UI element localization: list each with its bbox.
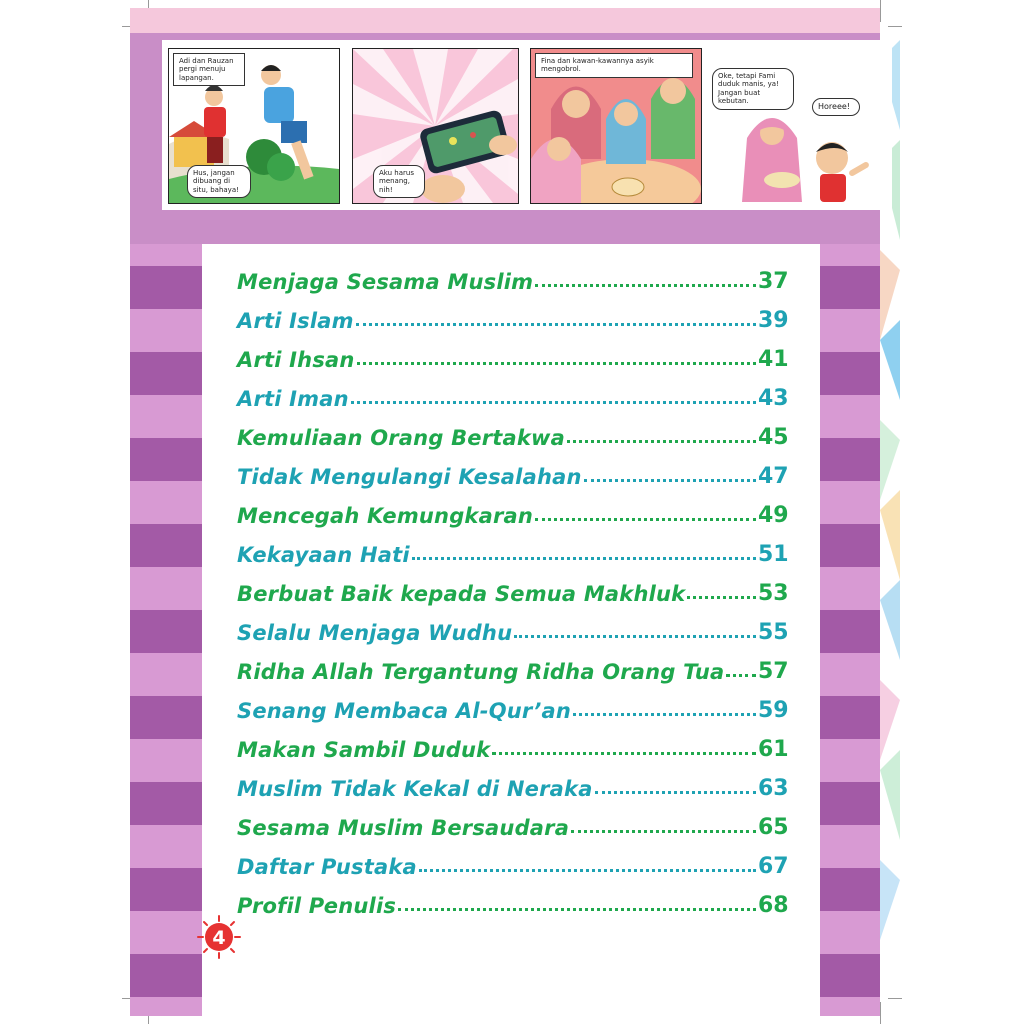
toc-entry-title: Sesama Muslim Bersaudara <box>237 816 570 840</box>
toc-entry-page: 45 <box>758 425 789 450</box>
speech-bubble: Horeee! <box>812 98 860 116</box>
toc-entry <box>237 299 792 333</box>
comic-strip <box>162 40 892 210</box>
toc-entry <box>237 377 792 411</box>
toc-dot-leader <box>351 401 756 404</box>
toc-entry <box>237 611 792 645</box>
toc-entry-page: 55 <box>758 620 789 645</box>
page-number-badge <box>197 915 241 959</box>
toc-entry <box>237 338 792 372</box>
toc-entry-page: 63 <box>758 776 789 801</box>
toc-entry <box>237 416 792 450</box>
toc-entry-page: 51 <box>758 542 789 567</box>
toc-entry-title: Arti Islam <box>237 309 354 333</box>
toc-entry-page: 47 <box>758 464 789 489</box>
toc-entry-title: Senang Membaca Al-Qur’an <box>237 699 572 723</box>
toc-entry <box>237 806 792 840</box>
toc-entry-title: Berbuat Baik kepada Semua Makhluk <box>237 582 686 606</box>
toc-entry <box>237 494 792 528</box>
toc-entry <box>237 845 792 879</box>
toc-entry-page: 53 <box>758 581 789 606</box>
toc-entry <box>237 728 792 762</box>
toc-entry-page: 39 <box>758 308 789 333</box>
toc-dot-leader <box>514 635 756 638</box>
toc-entry-page: 59 <box>758 698 789 723</box>
toc-dot-leader <box>726 674 756 677</box>
toc-dot-leader <box>356 323 756 326</box>
toc-entry-title: Kemuliaan Orang Bertakwa <box>237 426 566 450</box>
toc-dot-leader <box>412 557 756 560</box>
toc-dot-leader <box>535 284 756 287</box>
toc-dot-leader <box>419 869 756 872</box>
toc-dot-leader <box>567 440 756 443</box>
speech-bubble: Aku harus menang, nih! <box>373 165 425 198</box>
toc-entry-title: Arti Ihsan <box>237 348 355 372</box>
toc-entry-page: 43 <box>758 386 789 411</box>
toc-dot-leader <box>584 479 756 482</box>
comic-panel-1 <box>168 48 340 204</box>
toc-entry <box>237 572 792 606</box>
speech-bubble: Hus, jangan dibuang di situ, bahaya! <box>187 165 251 198</box>
crop-mark <box>888 998 902 999</box>
toc-dot-leader <box>535 518 756 521</box>
toc-entry-title: Daftar Pustaka <box>237 855 417 879</box>
comic-caption: Fina dan kawan-kawannya asyik mengobrol. <box>535 53 693 78</box>
toc-entry-page: 65 <box>758 815 789 840</box>
toc-entry <box>237 689 792 723</box>
toc-entry-page: 61 <box>758 737 789 762</box>
toc-entry-title: Kekayaan Hati <box>237 543 410 567</box>
toc-entry-title: Tidak Mengulangi Kesalahan <box>237 465 582 489</box>
comic-panel-2 <box>352 48 519 204</box>
toc-entry <box>237 455 792 489</box>
crop-mark <box>880 1002 881 1024</box>
speech-bubble: Oke, tetapi Fami duduk manis, ya! Jangan buat kebutan. <box>712 68 794 110</box>
toc-dot-leader <box>573 713 756 716</box>
toc-entry-title: Makan Sambil Duduk <box>237 738 491 762</box>
comic-caption: Adi dan Rauzan pergi menuju lapangan. <box>173 53 245 86</box>
toc-entry-title: Profil Penulis <box>237 894 397 918</box>
comic-panel-3 <box>530 48 702 204</box>
page-number: 4 <box>212 927 226 949</box>
toc-dot-leader <box>357 362 756 365</box>
toc-dot-leader <box>595 791 756 794</box>
crop-mark <box>888 26 902 27</box>
toc-entry-page: 68 <box>758 893 789 918</box>
toc-dot-leader <box>571 830 756 833</box>
toc-entry-title: Selalu Menjaga Wudhu <box>237 621 513 645</box>
toc-entry-page: 57 <box>758 659 789 684</box>
toc-entry-title: Muslim Tidak Kekal di Neraka <box>237 777 593 801</box>
top-pink-strip <box>130 8 880 33</box>
toc-entry-page: 41 <box>758 347 789 372</box>
toc-dot-leader <box>398 908 756 911</box>
toc-entry-page: 37 <box>758 269 789 294</box>
toc-entry <box>237 650 792 684</box>
toc-dot-leader <box>492 752 756 755</box>
toc-entry-page: 67 <box>758 854 789 879</box>
toc-entry-title: Ridha Allah Tergantung Ridha Orang Tua <box>237 660 725 684</box>
toc-entry-title: Menjaga Sesama Muslim <box>237 270 534 294</box>
toc-entry-title: Arti Iman <box>237 387 349 411</box>
toc-entry <box>237 884 792 918</box>
toc-entry <box>237 767 792 801</box>
toc-entry-title: Mencegah Kemungkaran <box>237 504 534 528</box>
toc-entry <box>237 260 792 294</box>
toc-dot-leader <box>687 596 756 599</box>
toc-entry-page: 49 <box>758 503 789 528</box>
comic-panel-4 <box>712 48 890 202</box>
crop-mark <box>880 0 881 22</box>
toc-entry <box>237 533 792 567</box>
